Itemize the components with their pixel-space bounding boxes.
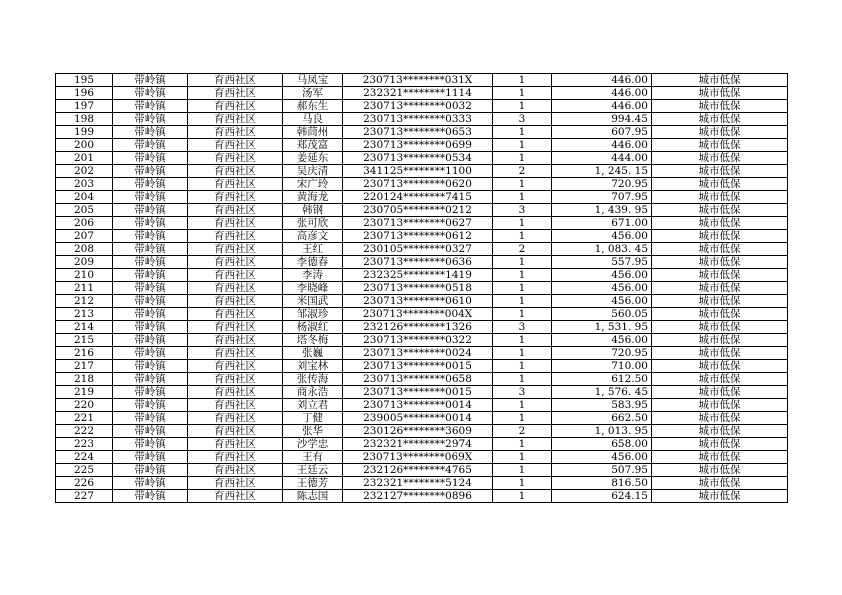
- cell-person-name: 刘立君: [283, 399, 343, 412]
- cell-town: 带岭镇: [113, 373, 188, 386]
- table-row: [56, 100, 788, 113]
- table-row: [56, 113, 788, 126]
- cell-row-number: 211: [56, 282, 113, 295]
- cell-id-number: 230705********0212: [343, 204, 493, 217]
- cell-row-number: 201: [56, 152, 113, 165]
- cell-amount: 456.00: [552, 295, 652, 308]
- cell-amount: 1, 439. 95: [552, 204, 652, 217]
- cell-household-count: 1: [493, 373, 552, 386]
- cell-row-number: 212: [56, 295, 113, 308]
- cell-id-number: 230713********0518: [343, 282, 493, 295]
- table-row: [56, 295, 788, 308]
- cell-assistance-type: 城市低保: [652, 113, 788, 126]
- cell-town: 带岭镇: [113, 334, 188, 347]
- cell-assistance-type: 城市低保: [652, 204, 788, 217]
- cell-community: 育西社区: [188, 204, 283, 217]
- cell-household-count: 1: [493, 490, 552, 503]
- table-row: [56, 165, 788, 178]
- table-row: [56, 464, 788, 477]
- cell-household-count: 1: [493, 438, 552, 451]
- cell-household-count: 1: [493, 451, 552, 464]
- cell-amount: 456.00: [552, 230, 652, 243]
- cell-town: 带岭镇: [113, 451, 188, 464]
- cell-person-name: 丁健: [283, 412, 343, 425]
- cell-assistance-type: 城市低保: [652, 269, 788, 282]
- cell-community: 育西社区: [188, 74, 283, 87]
- cell-household-count: 1: [493, 74, 552, 87]
- table-row: [56, 321, 788, 334]
- cell-household-count: 1: [493, 399, 552, 412]
- cell-person-name: 张巍: [283, 347, 343, 360]
- cell-town: 带岭镇: [113, 425, 188, 438]
- cell-assistance-type: 城市低保: [652, 152, 788, 165]
- cell-community: 育西社区: [188, 269, 283, 282]
- cell-person-name: 宋广玲: [283, 178, 343, 191]
- cell-community: 育西社区: [188, 451, 283, 464]
- cell-amount: 994.45: [552, 113, 652, 126]
- cell-household-count: 3: [493, 321, 552, 334]
- cell-assistance-type: 城市低保: [652, 334, 788, 347]
- cell-amount: 446.00: [552, 100, 652, 113]
- cell-household-count: 1: [493, 360, 552, 373]
- cell-row-number: 215: [56, 334, 113, 347]
- cell-town: 带岭镇: [113, 269, 188, 282]
- cell-amount: 671.00: [552, 217, 652, 230]
- cell-assistance-type: 城市低保: [652, 87, 788, 100]
- table-row: [56, 282, 788, 295]
- cell-amount: 446.00: [552, 74, 652, 87]
- cell-community: 育西社区: [188, 438, 283, 451]
- cell-community: 育西社区: [188, 360, 283, 373]
- table-row: [56, 87, 788, 100]
- cell-household-count: 1: [493, 178, 552, 191]
- cell-id-number: 230713********0699: [343, 139, 493, 152]
- cell-household-count: 1: [493, 308, 552, 321]
- cell-id-number: 230713********0610: [343, 295, 493, 308]
- cell-id-number: 230713********0015: [343, 386, 493, 399]
- cell-household-count: 1: [493, 191, 552, 204]
- cell-assistance-type: 城市低保: [652, 139, 788, 152]
- cell-person-name: 李德春: [283, 256, 343, 269]
- cell-amount: 583.95: [552, 399, 652, 412]
- cell-row-number: 204: [56, 191, 113, 204]
- cell-person-name: 马凤宝: [283, 74, 343, 87]
- cell-id-number: 232127********0896: [343, 490, 493, 503]
- cell-household-count: 3: [493, 386, 552, 399]
- cell-assistance-type: 城市低保: [652, 191, 788, 204]
- cell-town: 带岭镇: [113, 412, 188, 425]
- cell-community: 育西社区: [188, 490, 283, 503]
- cell-town: 带岭镇: [113, 321, 188, 334]
- cell-row-number: 220: [56, 399, 113, 412]
- cell-id-number: 230713********004X: [343, 308, 493, 321]
- cell-household-count: 1: [493, 139, 552, 152]
- cell-household-count: 1: [493, 412, 552, 425]
- cell-id-number: 230713********0322: [343, 334, 493, 347]
- table-row: [56, 451, 788, 464]
- cell-household-count: 2: [493, 425, 552, 438]
- cell-town: 带岭镇: [113, 230, 188, 243]
- table-row: [56, 217, 788, 230]
- cell-id-number: 230713********0024: [343, 347, 493, 360]
- cell-assistance-type: 城市低保: [652, 321, 788, 334]
- cell-household-count: 3: [493, 113, 552, 126]
- cell-community: 育西社区: [188, 477, 283, 490]
- cell-id-number: 341125********1100: [343, 165, 493, 178]
- cell-community: 育西社区: [188, 282, 283, 295]
- cell-row-number: 202: [56, 165, 113, 178]
- cell-person-name: 王廷云: [283, 464, 343, 477]
- cell-assistance-type: 城市低保: [652, 217, 788, 230]
- cell-household-count: 2: [493, 165, 552, 178]
- cell-household-count: 1: [493, 464, 552, 477]
- table-row: [56, 477, 788, 490]
- cell-household-count: 1: [493, 282, 552, 295]
- cell-row-number: 196: [56, 87, 113, 100]
- cell-id-number: 230126********3609: [343, 425, 493, 438]
- table-row: [56, 126, 788, 139]
- cell-assistance-type: 城市低保: [652, 360, 788, 373]
- cell-community: 育西社区: [188, 113, 283, 126]
- cell-assistance-type: 城市低保: [652, 373, 788, 386]
- cell-community: 育西社区: [188, 425, 283, 438]
- cell-person-name: 韩钢: [283, 204, 343, 217]
- cell-id-number: 232321********5124: [343, 477, 493, 490]
- cell-community: 育西社区: [188, 256, 283, 269]
- cell-amount: 612.50: [552, 373, 652, 386]
- cell-amount: 707.95: [552, 191, 652, 204]
- table-row: [56, 256, 788, 269]
- cell-assistance-type: 城市低保: [652, 399, 788, 412]
- cell-row-number: 223: [56, 438, 113, 451]
- cell-row-number: 216: [56, 347, 113, 360]
- table-row: [56, 178, 788, 191]
- cell-amount: 1, 576. 45: [552, 386, 652, 399]
- cell-assistance-type: 城市低保: [652, 230, 788, 243]
- cell-person-name: 刘宝林: [283, 360, 343, 373]
- cell-community: 育西社区: [188, 178, 283, 191]
- cell-id-number: 220124********7415: [343, 191, 493, 204]
- cell-person-name: 沙学忠: [283, 438, 343, 451]
- cell-community: 育西社区: [188, 412, 283, 425]
- cell-amount: 1, 083. 45: [552, 243, 652, 256]
- table-row: [56, 230, 788, 243]
- cell-person-name: 陈志国: [283, 490, 343, 503]
- cell-household-count: 1: [493, 230, 552, 243]
- cell-row-number: 207: [56, 230, 113, 243]
- cell-row-number: 218: [56, 373, 113, 386]
- cell-household-count: 1: [493, 477, 552, 490]
- cell-id-number: 230713********0653: [343, 126, 493, 139]
- cell-row-number: 208: [56, 243, 113, 256]
- cell-person-name: 郑茂富: [283, 139, 343, 152]
- table-row: [56, 425, 788, 438]
- cell-person-name: 郝东生: [283, 100, 343, 113]
- cell-community: 育西社区: [188, 100, 283, 113]
- cell-id-number: 232126********4765: [343, 464, 493, 477]
- cell-person-name: 张可欣: [283, 217, 343, 230]
- table-row: [56, 139, 788, 152]
- cell-row-number: 199: [56, 126, 113, 139]
- cell-id-number: 230713********0636: [343, 256, 493, 269]
- cell-household-count: 1: [493, 269, 552, 282]
- table-body: [56, 74, 788, 503]
- cell-community: 育西社区: [188, 217, 283, 230]
- cell-row-number: 225: [56, 464, 113, 477]
- cell-community: 育西社区: [188, 386, 283, 399]
- cell-community: 育西社区: [188, 152, 283, 165]
- cell-person-name: 黄海龙: [283, 191, 343, 204]
- table-row: [56, 74, 788, 87]
- cell-id-number: 230713********0534: [343, 152, 493, 165]
- cell-town: 带岭镇: [113, 360, 188, 373]
- cell-id-number: 230713********0658: [343, 373, 493, 386]
- cell-amount: 557.95: [552, 256, 652, 269]
- cell-community: 育西社区: [188, 295, 283, 308]
- cell-household-count: 1: [493, 334, 552, 347]
- cell-town: 带岭镇: [113, 347, 188, 360]
- cell-town: 带岭镇: [113, 100, 188, 113]
- cell-amount: 624.15: [552, 490, 652, 503]
- cell-amount: 720.95: [552, 178, 652, 191]
- cell-community: 育西社区: [188, 308, 283, 321]
- cell-assistance-type: 城市低保: [652, 386, 788, 399]
- cell-amount: 560.05: [552, 308, 652, 321]
- cell-community: 育西社区: [188, 126, 283, 139]
- table-row: [56, 334, 788, 347]
- cell-row-number: 213: [56, 308, 113, 321]
- cell-town: 带岭镇: [113, 295, 188, 308]
- cell-person-name: 商永浩: [283, 386, 343, 399]
- cell-town: 带岭镇: [113, 490, 188, 503]
- cell-town: 带岭镇: [113, 256, 188, 269]
- cell-town: 带岭镇: [113, 87, 188, 100]
- cell-assistance-type: 城市低保: [652, 256, 788, 269]
- cell-assistance-type: 城市低保: [652, 464, 788, 477]
- cell-community: 育西社区: [188, 139, 283, 152]
- cell-person-name: 邹淑珍: [283, 308, 343, 321]
- cell-community: 育西社区: [188, 321, 283, 334]
- table-row: [56, 308, 788, 321]
- cell-id-number: 230713********0015: [343, 360, 493, 373]
- cell-amount: 446.00: [552, 87, 652, 100]
- cell-amount: 710.00: [552, 360, 652, 373]
- cell-town: 带岭镇: [113, 165, 188, 178]
- table-row: [56, 412, 788, 425]
- cell-household-count: 1: [493, 87, 552, 100]
- cell-amount: 1, 531. 95: [552, 321, 652, 334]
- cell-assistance-type: 城市低保: [652, 451, 788, 464]
- welfare-recipient-table: [55, 73, 788, 503]
- cell-town: 带岭镇: [113, 74, 188, 87]
- cell-town: 带岭镇: [113, 178, 188, 191]
- cell-row-number: 197: [56, 100, 113, 113]
- cell-town: 带岭镇: [113, 308, 188, 321]
- cell-row-number: 210: [56, 269, 113, 282]
- table-row: [56, 269, 788, 282]
- table-row: [56, 373, 788, 386]
- cell-amount: 456.00: [552, 269, 652, 282]
- cell-person-name: 汤军: [283, 87, 343, 100]
- cell-assistance-type: 城市低保: [652, 165, 788, 178]
- table-row: [56, 386, 788, 399]
- cell-amount: 607.95: [552, 126, 652, 139]
- cell-household-count: 2: [493, 243, 552, 256]
- cell-amount: 662.50: [552, 412, 652, 425]
- cell-amount: 1, 245. 15: [552, 165, 652, 178]
- cell-town: 带岭镇: [113, 282, 188, 295]
- cell-assistance-type: 城市低保: [652, 295, 788, 308]
- cell-amount: 507.95: [552, 464, 652, 477]
- cell-assistance-type: 城市低保: [652, 126, 788, 139]
- cell-household-count: 1: [493, 126, 552, 139]
- cell-assistance-type: 城市低保: [652, 308, 788, 321]
- table-row: [56, 347, 788, 360]
- cell-row-number: 221: [56, 412, 113, 425]
- cell-town: 带岭镇: [113, 243, 188, 256]
- cell-row-number: 206: [56, 217, 113, 230]
- cell-assistance-type: 城市低保: [652, 282, 788, 295]
- cell-person-name: 张传海: [283, 373, 343, 386]
- cell-row-number: 214: [56, 321, 113, 334]
- cell-community: 育西社区: [188, 334, 283, 347]
- cell-assistance-type: 城市低保: [652, 490, 788, 503]
- cell-person-name: 塔冬梅: [283, 334, 343, 347]
- cell-town: 带岭镇: [113, 464, 188, 477]
- cell-household-count: 1: [493, 295, 552, 308]
- cell-assistance-type: 城市低保: [652, 243, 788, 256]
- cell-household-count: 1: [493, 256, 552, 269]
- cell-id-number: 232325********1419: [343, 269, 493, 282]
- cell-community: 育西社区: [188, 165, 283, 178]
- cell-id-number: 230713********031X: [343, 74, 493, 87]
- cell-id-number: 230713********0014: [343, 399, 493, 412]
- cell-amount: 456.00: [552, 451, 652, 464]
- cell-household-count: 1: [493, 100, 552, 113]
- cell-amount: 658.00: [552, 438, 652, 451]
- table-row: [56, 243, 788, 256]
- cell-person-name: 李涛: [283, 269, 343, 282]
- cell-person-name: 王有: [283, 451, 343, 464]
- cell-row-number: 217: [56, 360, 113, 373]
- cell-household-count: 3: [493, 204, 552, 217]
- cell-household-count: 1: [493, 217, 552, 230]
- cell-person-name: 李晓峰: [283, 282, 343, 295]
- cell-person-name: 米国武: [283, 295, 343, 308]
- cell-town: 带岭镇: [113, 386, 188, 399]
- cell-amount: 1, 013. 95: [552, 425, 652, 438]
- cell-person-name: 王红: [283, 243, 343, 256]
- cell-row-number: 198: [56, 113, 113, 126]
- cell-town: 带岭镇: [113, 217, 188, 230]
- cell-id-number: 230713********0612: [343, 230, 493, 243]
- cell-person-name: 张华: [283, 425, 343, 438]
- cell-town: 带岭镇: [113, 477, 188, 490]
- cell-id-number: 232126********1326: [343, 321, 493, 334]
- cell-person-name: 吴庆清: [283, 165, 343, 178]
- table-row: [56, 191, 788, 204]
- cell-assistance-type: 城市低保: [652, 412, 788, 425]
- cell-id-number: 239005********0014: [343, 412, 493, 425]
- cell-amount: 720.95: [552, 347, 652, 360]
- table-row: [56, 399, 788, 412]
- table-row: [56, 152, 788, 165]
- cell-town: 带岭镇: [113, 152, 188, 165]
- cell-assistance-type: 城市低保: [652, 74, 788, 87]
- table-row: [56, 490, 788, 503]
- cell-amount: 456.00: [552, 282, 652, 295]
- cell-amount: 456.00: [552, 334, 652, 347]
- cell-person-name: 王德芳: [283, 477, 343, 490]
- cell-id-number: 230713********0333: [343, 113, 493, 126]
- cell-amount: 446.00: [552, 139, 652, 152]
- cell-row-number: 226: [56, 477, 113, 490]
- cell-town: 带岭镇: [113, 399, 188, 412]
- cell-id-number: 230105********0327: [343, 243, 493, 256]
- cell-id-number: 232321********1114: [343, 87, 493, 100]
- cell-person-name: 韩茼州: [283, 126, 343, 139]
- cell-community: 育西社区: [188, 230, 283, 243]
- cell-town: 带岭镇: [113, 438, 188, 451]
- cell-amount: 444.00: [552, 152, 652, 165]
- cell-town: 带岭镇: [113, 139, 188, 152]
- cell-row-number: 209: [56, 256, 113, 269]
- cell-community: 育西社区: [188, 373, 283, 386]
- cell-community: 育西社区: [188, 243, 283, 256]
- cell-assistance-type: 城市低保: [652, 178, 788, 191]
- cell-town: 带岭镇: [113, 126, 188, 139]
- cell-community: 育西社区: [188, 347, 283, 360]
- cell-town: 带岭镇: [113, 191, 188, 204]
- cell-row-number: 222: [56, 425, 113, 438]
- cell-person-name: 杨淑红: [283, 321, 343, 334]
- cell-community: 育西社区: [188, 464, 283, 477]
- cell-community: 育西社区: [188, 399, 283, 412]
- cell-id-number: 230713********0620: [343, 178, 493, 191]
- cell-town: 带岭镇: [113, 113, 188, 126]
- cell-row-number: 205: [56, 204, 113, 217]
- cell-id-number: 230713********069X: [343, 451, 493, 464]
- cell-household-count: 1: [493, 347, 552, 360]
- cell-community: 育西社区: [188, 87, 283, 100]
- cell-id-number: 232321********2974: [343, 438, 493, 451]
- cell-assistance-type: 城市低保: [652, 438, 788, 451]
- cell-assistance-type: 城市低保: [652, 100, 788, 113]
- cell-row-number: 200: [56, 139, 113, 152]
- cell-assistance-type: 城市低保: [652, 477, 788, 490]
- cell-row-number: 227: [56, 490, 113, 503]
- cell-id-number: 230713********0032: [343, 100, 493, 113]
- cell-row-number: 224: [56, 451, 113, 464]
- cell-town: 带岭镇: [113, 204, 188, 217]
- cell-person-name: 高彦文: [283, 230, 343, 243]
- cell-community: 育西社区: [188, 191, 283, 204]
- table-row: [56, 204, 788, 217]
- cell-household-count: 1: [493, 152, 552, 165]
- table-row: [56, 360, 788, 373]
- table-row: [56, 438, 788, 451]
- cell-row-number: 203: [56, 178, 113, 191]
- cell-row-number: 219: [56, 386, 113, 399]
- cell-amount: 816.50: [552, 477, 652, 490]
- cell-person-name: 马良: [283, 113, 343, 126]
- cell-assistance-type: 城市低保: [652, 425, 788, 438]
- cell-person-name: 姜延东: [283, 152, 343, 165]
- cell-id-number: 230713********0627: [343, 217, 493, 230]
- cell-row-number: 195: [56, 74, 113, 87]
- cell-assistance-type: 城市低保: [652, 347, 788, 360]
